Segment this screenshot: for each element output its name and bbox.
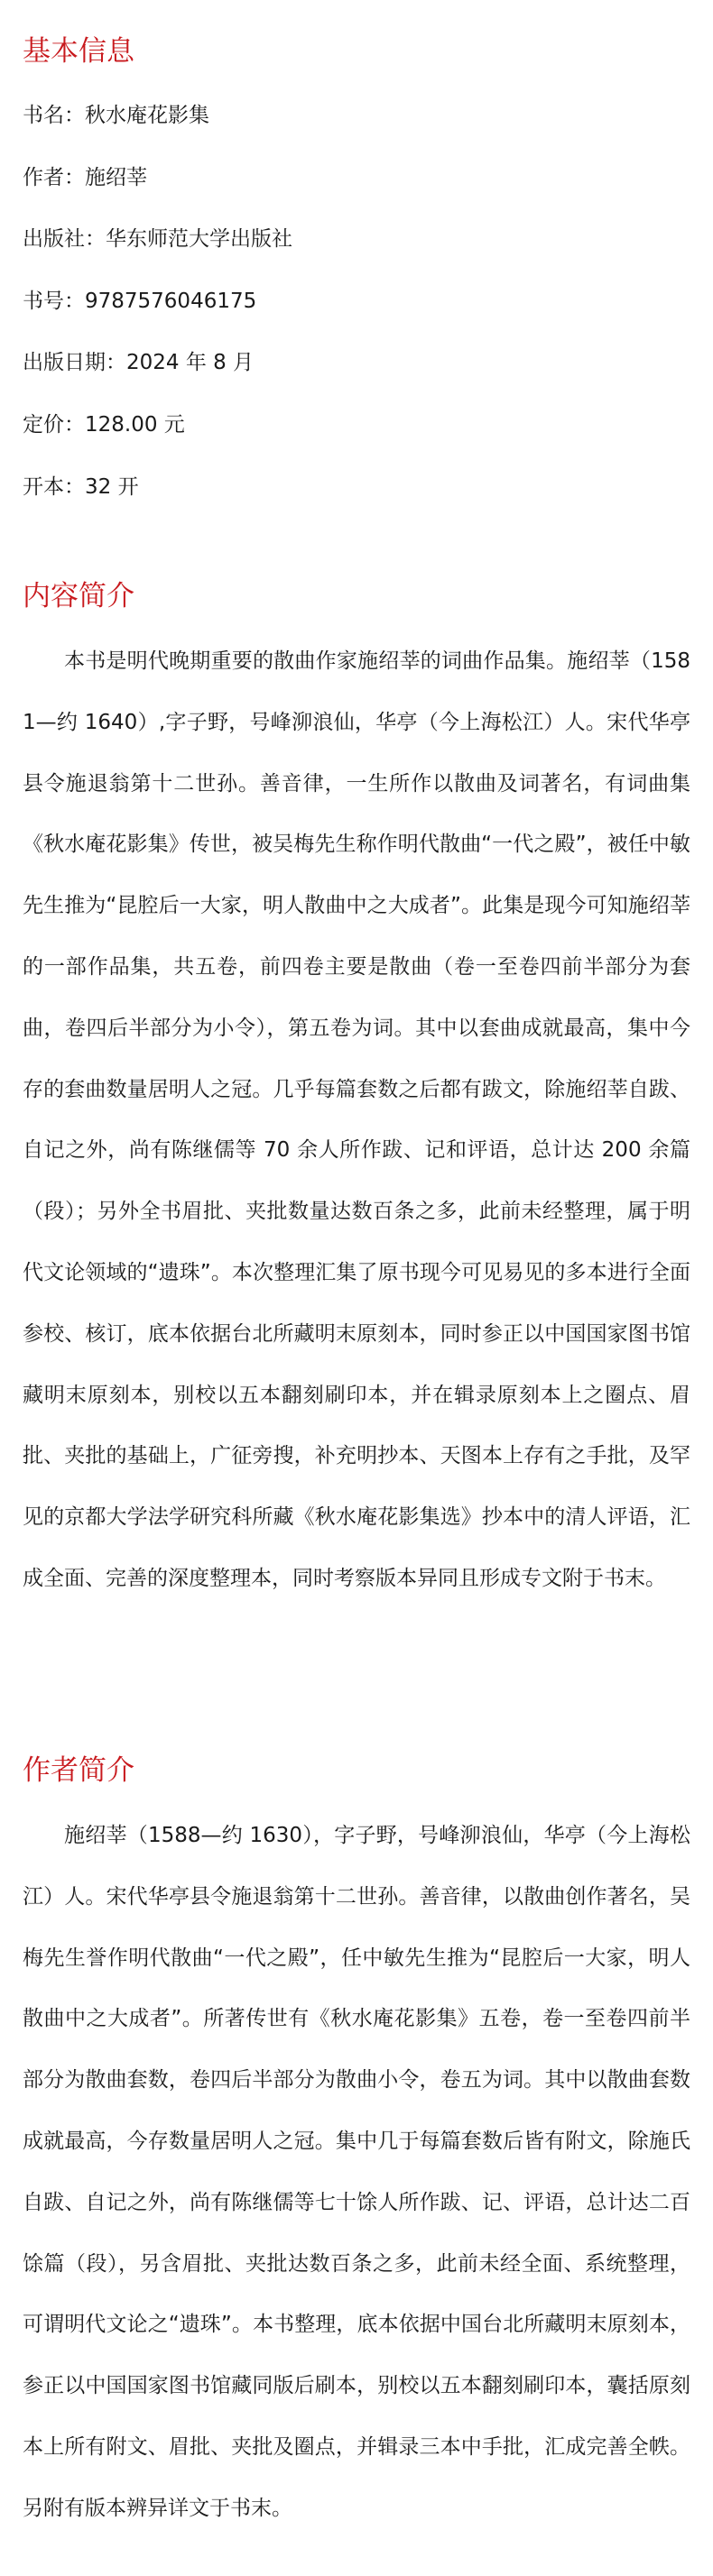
author-intro-section [23,1743,690,2540]
basic-info-list [23,85,690,518]
info-row-isbn: 书号：9787576046175 [23,289,257,313]
info-row-book-name: 书名：秋水庵花影集 [23,104,209,127]
info-row-publish-date: 出版日期：2024 年 8 月 [23,351,255,375]
basic-info-section [23,23,690,518]
info-row-format: 开本：32 开 [23,474,139,499]
content-intro-paragraph: 本书是明代晚期重要的散曲作家施绍莘的词曲作品集。施绍莘（1581—约 1640）,字子野，号峰泖浪仙，华亭（今上海松江）人。宋代华亭县令施退翁第十二世孙。善音律，一生所作以散曲及词著名，有词曲集《秋水庵花影集》传世，被吴梅先生称作明代散曲“一代之殿”，被任中敏先生推为“昆腔后一大家，明人散曲中之大成者”。此集是现今可知施绍莘的一部作品集，共五卷，前四卷主要是散曲（卷一至卷四前半部分为套曲，卷四后半部分为小令），第五卷为词。其中以套曲成就最高，集中今存的套曲数量居明人之冠。几乎每篇套数之后都有跋文，除施绍莘自跋、自记之外，尚有陈继儒等 70 余人所作跋、记和评语，总计达 200 余篇（段）；另外全书眉批、夹批数量达数百条之多，此前未经整理，属于明代文论领域的“遗珠”。本次整理汇集了原书现今可见易见的多本进行全面参校、核订，底本依据台北所藏明末原刻本，同时参正以中国国家图书馆藏明末原刻本，别校以五本翻刻刷印本，并在辑录原刻本上之圈点、眉批、夹批的基础上，广征旁搜，补充明抄本、天图本上存有之手批，及罕见的京都大学法学研究科所藏《秋水庵花影集选》抄本中的清人评语，汇成全面、完善的深度整理本，同时考察版本异同且形成专文附于书末。 [23,649,690,1590]
content-intro-title: 内容简介 [23,580,134,612]
info-row-author: 作者：施绍莘 [23,165,147,189]
content-intro-section [23,568,690,1610]
basic-info-title: 基本信息 [23,35,134,68]
info-row-publisher: 出版社：华东师范大学出版社 [23,227,292,252]
info-row-price: 定价：128.00 元 [23,412,185,437]
author-intro-paragraph: 施绍莘（1588—约 1630），字子野，号峰泖浪仙，华亭（今上海松江）人。宋代华亭县令施退翁第十二世孙。善音律，以散曲创作著名，吴梅先生誉作明代散曲“一代之殿”，任中敏先生推为“昆腔后一大家，明人散曲中之大成者”。所著传世有《秋水庵花影集》五卷，卷一至卷四前半部分为散曲套数，卷四后半部分为散曲小令，卷五为词。其中以散曲套数成就最高，今存数量居明人之冠。集中几于每篇套数后皆有附文，除施氏自跋、自记之外，尚有陈继儒等七十馀人所作跋、记、评语，总计达二百馀篇（段），另含眉批、夹批达数百条之多，此前未经全面、系统整理，可谓明代文论之“遗珠”。本书整理，底本依据中国台北所藏明末原刻本，参正以中国国家图书馆藏同版后刷本，别校以五本翻刻刷印本，囊括原刻本上所有附文、眉批、夹批及圈点，并辑录三本中手批，汇成完善全帙。另附有版本辨异详文于书末。 [23,1824,690,2520]
author-intro-title: 作者简介 [23,1754,134,1787]
